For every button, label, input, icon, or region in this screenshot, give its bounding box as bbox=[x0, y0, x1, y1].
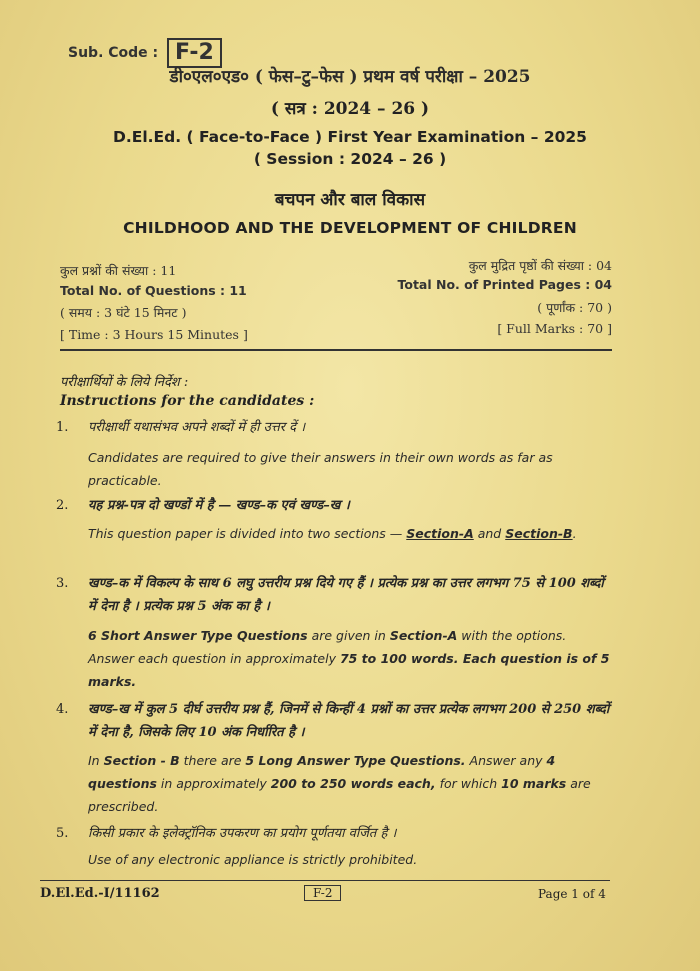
footer-sub-code: F-2 bbox=[304, 885, 341, 901]
item-text-english: 6 Short Answer Type Questions are given in Section-A with the options. Answer each question in approximately 75 to 100 words. Each question is of 5 marks. bbox=[88, 628, 610, 689]
sub-code-box: F-2 bbox=[167, 38, 222, 68]
instruction-item-1 bbox=[56, 420, 616, 492]
item-number: 1. bbox=[56, 420, 69, 435]
sub-code-label: Sub. Code : bbox=[68, 45, 159, 61]
item-text-english: This question paper is divided into two sections — Section-A and Section-B. bbox=[88, 526, 577, 541]
item-text-english: Candidates are required to give their answers in their own words as far as practicable. bbox=[88, 450, 553, 488]
instruction-item-3 bbox=[56, 576, 616, 694]
session-hindi: ( सत्र : 2024 – 26 ) bbox=[270, 99, 430, 119]
divider bbox=[60, 349, 612, 351]
item-number: 5. bbox=[56, 826, 69, 841]
footer-page-number: Page 1 of 4 bbox=[538, 887, 606, 901]
instructions-heading-hindi: परीक्षार्थियों के लिये निर्देश : bbox=[60, 375, 189, 390]
item-text-hindi: किसी प्रकार के इलेक्ट्रॉनिक उपकरण का प्रयोग पूर्णतया वर्जित है । bbox=[88, 826, 397, 841]
item-text-hindi: परीक्षार्थी यथासंभव अपने शब्दों में ही उत्तर दें । bbox=[88, 420, 306, 435]
item-text-hindi: खण्ड–ख में कुल 5 दीर्घ उत्तरीय प्रश्न हैं, जिनमें से किन्हीं 4 प्रश्नों का उत्तर प्रत्येक लगभग 200 से 250 शब्दों में देना है, जिसके लिए 10 अंक निर्धारित है । bbox=[88, 702, 610, 740]
questions-count-english: Total No. of Questions : 11 bbox=[60, 283, 247, 298]
exam-title-hindi: डी०एल०एड० ( फेस–टु–फेस ) प्रथम वर्ष परीक्षा – 2025 bbox=[169, 67, 531, 87]
instruction-item-4 bbox=[56, 702, 616, 822]
section-a-label: Section-A bbox=[406, 526, 474, 541]
session-english: ( Session : 2024 – 26 ) bbox=[253, 150, 447, 168]
item-number: 3. bbox=[56, 576, 69, 591]
exam-title-english: D.El.Ed. ( Face-to-Face ) First Year Examination – 2025 bbox=[113, 128, 587, 146]
time-english: [ Time : 3 Hours 15 Minutes ] bbox=[60, 327, 248, 342]
full-marks-hindi: ( पूर्णांक : 70 ) bbox=[537, 300, 612, 315]
instructions-heading-english: Instructions for the candidates : bbox=[60, 393, 315, 409]
footer-divider bbox=[40, 880, 610, 881]
item-text-hindi: खण्ड–क में विकल्प के साथ 6 लघु उत्तरीय प्रश्न दिये गए हैं । प्रत्येक प्रश्न का उत्तर लगभग 75 से 100 शब्दों में देना है । प्रत्येक प्रश्न 5 अंक का है । bbox=[88, 576, 604, 614]
time-hindi: ( समय : 3 घंटे 15 मिनट ) bbox=[60, 305, 187, 320]
subject-english: CHILDHOOD AND THE DEVELOPMENT OF CHILDREN bbox=[123, 219, 577, 237]
subject-hindi: बचपन और बाल विकास bbox=[274, 190, 426, 210]
item-text-english: Use of any electronic appliance is strictly prohibited. bbox=[88, 852, 418, 867]
item-number: 4. bbox=[56, 702, 69, 717]
pages-count-english: Total No. of Printed Pages : 04 bbox=[397, 277, 612, 292]
full-marks-english: [ Full Marks : 70 ] bbox=[497, 321, 612, 336]
footer-paper-code: D.El.Ed.-I/11162 bbox=[40, 886, 160, 901]
item-text-english: In Section - B there are 5 Long Answer Type Questions. Answer any 4 questions in approximately 200 to 250 words each, for which 10 marks are prescribed. bbox=[88, 753, 591, 814]
instruction-item-5 bbox=[56, 826, 616, 874]
item-number: 2. bbox=[56, 498, 69, 513]
item-text-hindi: यह प्रश्न-पत्र दो खण्डों में है — खण्ड–क एवं खण्ड–ख । bbox=[88, 498, 350, 513]
questions-count-hindi: कुल प्रश्नों की संख्या : 11 bbox=[60, 263, 177, 278]
pages-count-hindi: कुल मुद्रित पृष्ठों की संख्या : 04 bbox=[468, 258, 612, 273]
section-b-label: Section-B bbox=[505, 526, 573, 541]
instruction-item-2 bbox=[56, 498, 616, 568]
